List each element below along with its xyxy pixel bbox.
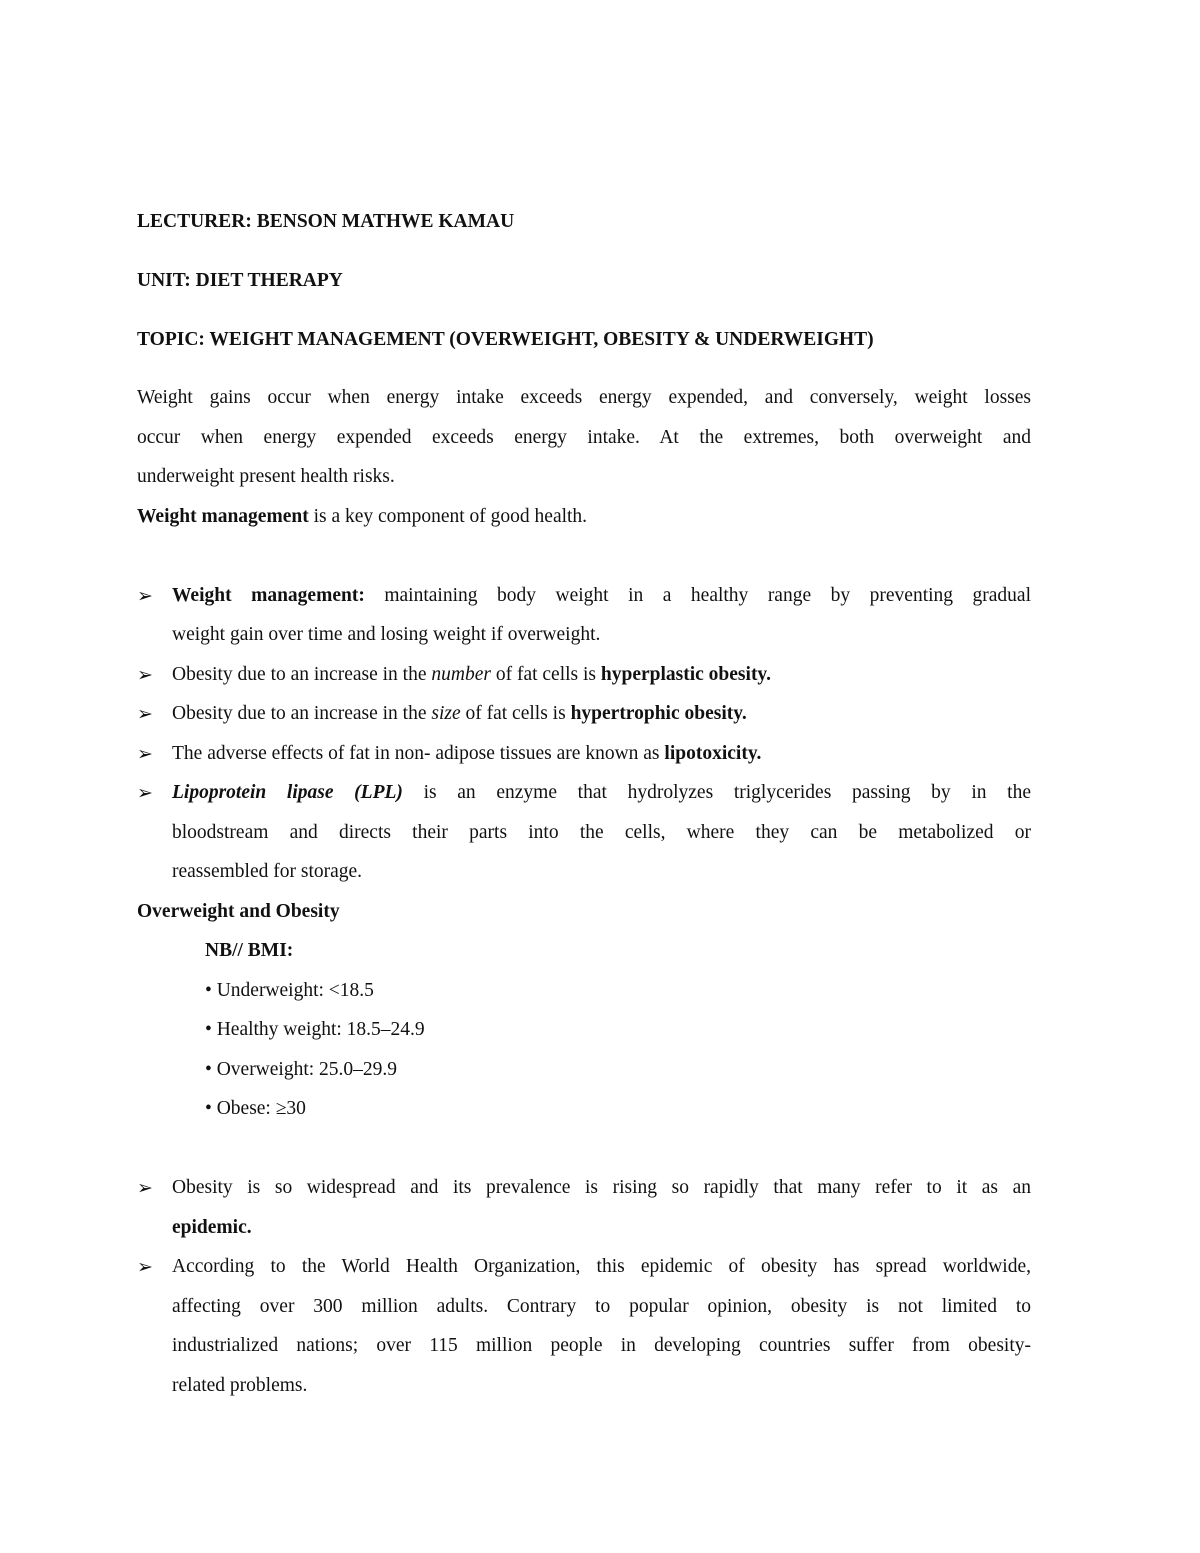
arrow-bullet-icon: ➢ (137, 585, 153, 607)
weight-management-rest: is a key component of good health. (308, 506, 588, 527)
bmi-obese: • Obese: ≥30 (205, 1098, 306, 1119)
bullet-3-term: hypertrophic obesity. (570, 703, 747, 724)
bullet-3-pre: Obesity due to an increase in the (172, 703, 432, 724)
bullet-5-line-1 (172, 781, 1031, 805)
arrow-bullet-icon: ➢ (137, 743, 153, 765)
bullet-2-term: hyperplastic obesity. (600, 664, 771, 685)
bullet-7-line-4: related problems. (172, 1375, 308, 1396)
arrow-bullet-icon: ➢ (137, 703, 153, 725)
topic-line: TOPIC: WEIGHT MANAGEMENT (OVERWEIGHT, OBESITY & UNDERWEIGHT) (137, 329, 874, 350)
bullet-3-italic: size (431, 703, 461, 724)
bullet-7-line-1: According to the World Health Organization, this epidemic of obesity has spread worldwide, (172, 1256, 1031, 1277)
bullet-5-line-2: bloodstream and directs their parts into the cells, where they can be metabolized or (172, 822, 1031, 843)
arrow-bullet-icon: ➢ (137, 664, 153, 686)
bmi-heading: NB// BMI: (205, 940, 294, 961)
bullet-1-line-2: weight gain over time and losing weight if overweight. (172, 624, 601, 645)
bullet-5-term: Lipoprotein lipase (LPL) (172, 782, 403, 803)
arrow-bullet-icon: ➢ (137, 1256, 153, 1278)
intro-line-1: Weight gains occur when energy intake exceeds energy expended, and conversely, weight losses (137, 387, 1031, 408)
bullet-3-mid: of fat cells is (460, 703, 571, 724)
bullet-6-term: epidemic. (172, 1217, 252, 1238)
bullet-2-pre: Obesity due to an increase in the (172, 664, 432, 685)
bmi-overweight: • Overweight: 25.0–29.9 (205, 1059, 398, 1080)
bullet-6-line-1: Obesity is so widespread and its prevalence is rising so rapidly that many refer to it as an (172, 1177, 1031, 1198)
unit-line: UNIT: DIET THERAPY (137, 270, 343, 291)
weight-management-statement (137, 505, 1031, 529)
bullet-1-line-1 (172, 584, 1031, 608)
weight-management-term: Weight management (137, 506, 309, 527)
bullet-2 (172, 663, 1031, 687)
bullet-7-line-2: affecting over 300 million adults. Contrary to popular opinion, obesity is not limited to (172, 1296, 1031, 1317)
bullet-4 (172, 742, 1031, 766)
bullet-4-pre: The adverse effects of fat in non- adipose tissues are known as (172, 743, 665, 764)
arrow-bullet-icon: ➢ (137, 1177, 153, 1199)
bmi-healthy: • Healthy weight: 18.5–24.9 (205, 1019, 425, 1040)
bullet-4-term: lipotoxicity. (664, 743, 762, 764)
arrow-bullet-icon: ➢ (137, 782, 153, 804)
bullet-2-italic: number (431, 664, 491, 685)
bullet-1-rest: maintaining body weight in a healthy range by preventing gradual (364, 585, 1032, 606)
bullet-5-line-3: reassembled for storage. (172, 861, 363, 882)
bullet-3 (172, 702, 1031, 726)
bullet-2-mid: of fat cells is (490, 664, 601, 685)
bullet-5-rest: is an enzyme that hydrolyzes triglycerides passing by in the (402, 782, 1031, 803)
overweight-heading: Overweight and Obesity (137, 901, 340, 922)
lecturer-line: LECTURER: BENSON MATHWE KAMAU (137, 211, 515, 232)
bmi-underweight: • Underweight: <18.5 (205, 980, 374, 1001)
intro-line-3: underweight present health risks. (137, 466, 395, 487)
bullet-1-term: Weight management: (172, 585, 365, 606)
intro-line-2: occur when energy expended exceeds energy intake. At the extremes, both overweight and (137, 427, 1031, 448)
bullet-7-line-3: industrialized nations; over 115 million people in developing countries suffer from obesity- (172, 1335, 1031, 1356)
